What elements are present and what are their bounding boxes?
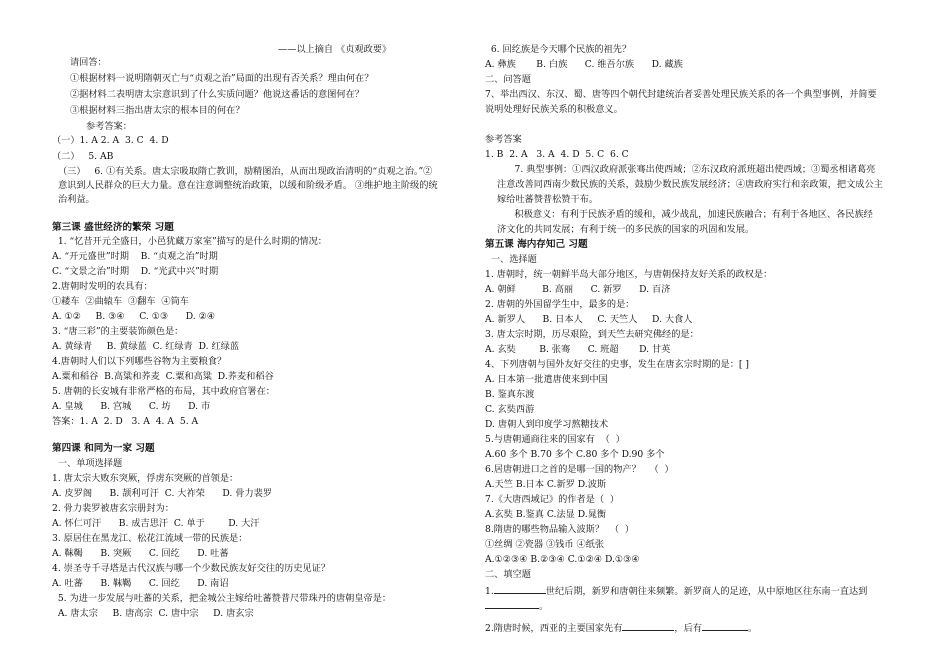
text-line: 答案：1. A 2. D 3. A 4. A 5. A <box>52 416 199 427</box>
text-line: ①丝绸 ②瓷器 ③钱币 ④纸张 <box>485 539 605 550</box>
fill1-end: 。 <box>539 601 549 612</box>
fill-blank-question-2 <box>485 621 757 635</box>
text-line: A.粟和稻谷 B.高粱和荞麦 C.粟和高粱 D.荞麦和稻谷 <box>52 371 274 382</box>
text-line: 7.《大唐西域记》的作者是（ ） <box>485 494 620 505</box>
text-line: A.60 多个 B.70 多个 C.80 多个 D.90 多个 <box>485 449 665 460</box>
text-line: 3. 原居住在黑龙江、松花江流域一带的民族是： <box>52 533 248 544</box>
text-line: 嫁给吐蕃赞普松赞干布。 <box>497 194 599 205</box>
text-line: （三） 6. ①有关系。唐太宗吸取隋亡教训，励精图治，从而出现政治清明的“贞观之治。”② <box>58 166 433 177</box>
text-line: C. “文景之治”时期 D. “光武中兴”时期 <box>52 266 219 277</box>
text-line: 意识到人民群众的巨大力量。意在注意调整统治政策，以缓和阶级矛盾。 ③维护地主阶级的统 <box>58 180 438 191</box>
text-line: A. “开元盛世”时期 B. “贞观之治”时期 <box>52 251 218 262</box>
text-line: A. 玄奘 B. 张骞 C. 班超 D. 甘英 <box>485 344 671 355</box>
text-line: A. 日本第一批遣唐使来到中国 <box>485 374 608 385</box>
text-line: 参考答案： <box>86 121 132 132</box>
text-line: B. 鉴真东渡 <box>485 389 535 400</box>
text-line: 6.居唐朝进口之首的是哪一国的物产？ （ ） <box>485 464 674 475</box>
fill-blank-question-1 <box>485 584 867 598</box>
section-heading: 第三课 盛世经济的繁荣 习题 <box>52 222 174 233</box>
text-line: A. 皇城 B. 宫城 C. 坊 D. 市 <box>52 401 211 412</box>
section-heading: 第四课 和同为一家 习题 <box>52 443 155 454</box>
text-line: A. 新罗人 B. 日本人 C. 天竺人 D. 大食人 <box>485 314 693 325</box>
text-line: A. 朝鲜 B. 高丽 C. 新罗 D. 百济 <box>485 284 671 295</box>
text-line: D. 唐朝人到印度学习熬糖技术 <box>485 419 609 430</box>
text-line: C. 玄奘西游 <box>485 404 535 415</box>
text-line: 6. 回纥族是今天哪个民族的祖先？ <box>485 44 632 55</box>
text-line: 7、举出西汉、东汉、蜀、唐等四个朝代封建统治者妥善处理民族关系的各一个典型事例，并简要 <box>485 89 877 100</box>
text-line: 一、单项选择题 <box>52 458 123 469</box>
text-line: 2.唐朝时发明的农具有： <box>52 281 153 292</box>
text-line: 1. “忆昔开元全盛日，小邑犹藏万家室”描写的是什么时期的情况： <box>52 236 327 247</box>
text-line: 说明处理好民族关系的积极意义。 <box>485 104 623 115</box>
fill2-end: 。 <box>747 623 758 634</box>
fill2-prefix: 2.隋唐时候，西亚的主要国家先有 <box>485 623 623 634</box>
fill-blank-question-1-cont <box>485 599 548 613</box>
text-line: 5.与唐朝通商往来的国家有 （ ） <box>485 434 625 445</box>
text-line: ——以上摘自 《贞观政要》 <box>278 44 392 55</box>
text-line: A. 皮罗阁 B. 颉利可汗 C. 大祚荣 D. 骨力裴罗 <box>52 488 273 499</box>
text-line: A. 唐太宗 B. 唐高宗 C. 唐中宗 D. 唐玄宗 <box>52 608 254 619</box>
text-line: 4.唐朝时人们以下列哪些谷物为主要粮食？ <box>52 356 227 367</box>
text-line: 二、问答题 <box>485 74 531 85</box>
text-line: ①根据材料一说明隋朝灭亡与“贞观之治”局面的出现有否关系？理由何在？ <box>70 73 374 84</box>
text-line: A. 黄绿青 B. 黄绿蓝 C. 红绿青 D. 红绿蓝 <box>52 341 240 352</box>
text-line: A. 吐蕃 B. 靺鞨 C. 回纥 D. 南诏 <box>52 578 229 589</box>
text-line: 请回答： <box>70 57 107 68</box>
text-line: 注意改善同西南少数民族的关系，鼓励少数民族发展经济；④唐政府实行和亲政策，把文成公主 <box>497 179 883 190</box>
text-line: 1. 唐太宗大败东突厥，俘虏东突厥的首领是： <box>52 473 239 484</box>
text-line: A.①②③④ B.②③④ C.①②④ D.①③④ <box>485 554 640 565</box>
text-line: 5. 唐朝的长安城有非常严格的布局，其中政府官署在： <box>52 386 275 397</box>
text-line: 4. 崇圣寺千寻塔是古代汉族与哪一个少数民族友好交往的历史见证？ <box>52 563 331 574</box>
text-line: 8.隋唐的哪些物品输入波斯？ （ ） <box>485 524 635 535</box>
text-line: 7. 典型事例：①西汉政府派张骞出使西域；②东汉政府派班超出使西域；③蜀丞相诸葛亮 <box>497 164 876 175</box>
text-line: 3. “唐三彩”的主要装饰颜色是： <box>52 326 184 337</box>
text-line: （一）1. A 2. A 3. C 4. D <box>52 135 169 146</box>
text-line: 积极意义：有利于民族矛盾的缓和，减少战乱，加速民族融合；有利于各地区、各民族经 <box>497 209 873 220</box>
text-line: 3. 唐太宗时期，历尽艰险，到天竺去研究佛经的是： <box>485 329 699 340</box>
fill1-prefix: 1. <box>485 586 494 597</box>
text-line: ③根据材料三指出唐太宗的根本目的何在？ <box>70 105 245 116</box>
blank-line <box>702 621 748 631</box>
text-line: 1. B 2. A 3. A 4. D 5. C 6. C <box>485 149 629 160</box>
fill1-text: 世纪后期，新罗和唐朝往来频繁。新罗商人的足迹，从中原地区往东南一直达到 <box>545 586 868 597</box>
text-line: 二、填空题 <box>485 569 531 580</box>
text-line: A.玄奘 B.鉴真 C.法显 D.晁衡 <box>485 509 607 520</box>
blank-line <box>622 621 674 631</box>
text-line: 2. 唐朝的外国留学生中，最多的是： <box>485 299 635 310</box>
text-line: 济文化的共同发展；有利于统一的多民族的国家的巩固和发展。 <box>497 224 755 235</box>
text-line: 5. 为进一步发展与吐蕃的关系，把金城公主嫁给吐蕃赞普尺带珠丹的唐朝皇帝是： <box>52 593 392 604</box>
text-line: （二） 5. AB <box>52 151 114 162</box>
text-line: 参考答案 <box>485 134 522 145</box>
text-line: A. 怀仁可汗 B. 成吉思汗 C. 单于 D. 大汗 <box>52 518 260 529</box>
text-line: ①耧车 ②曲辕车 ③翻车 ④筒车 <box>52 296 189 307</box>
blank-line <box>494 584 546 594</box>
text-line: A. ①② B. ③④ C. ①③ D. ②④ <box>52 311 216 322</box>
fill2-mid: ，后有 <box>674 623 702 634</box>
text-line: 4、下列唐朝与国外友好交往的史事，发生在唐玄宗时期的是：[ ] <box>485 359 749 370</box>
text-line: A. 靺鞨 B. 突厥 C. 回纥 D. 吐蕃 <box>52 548 229 559</box>
section-heading: 第五课 海内存知己 习题 <box>485 239 588 250</box>
text-line: 1. 唐朝时，统一朝鲜半岛大部分地区，与唐朝保持友好关系的政权是： <box>485 269 773 280</box>
text-line: 治利益。 <box>58 194 95 205</box>
text-line: 2. 骨力裴罗被唐玄宗册封为： <box>52 503 174 514</box>
text-line: ②据材料二表明唐太宗意识到了什么实质问题？他说这番话的意图何在？ <box>70 89 364 100</box>
text-line: A.天竺 B.日本 C.新罗 D.波斯 <box>485 479 607 490</box>
blank-line <box>485 599 539 609</box>
text-line: A. 彝族 B. 白族 C. 维吾尔族 D. 藏族 <box>485 59 683 70</box>
text-line: 一、选择题 <box>485 254 537 265</box>
